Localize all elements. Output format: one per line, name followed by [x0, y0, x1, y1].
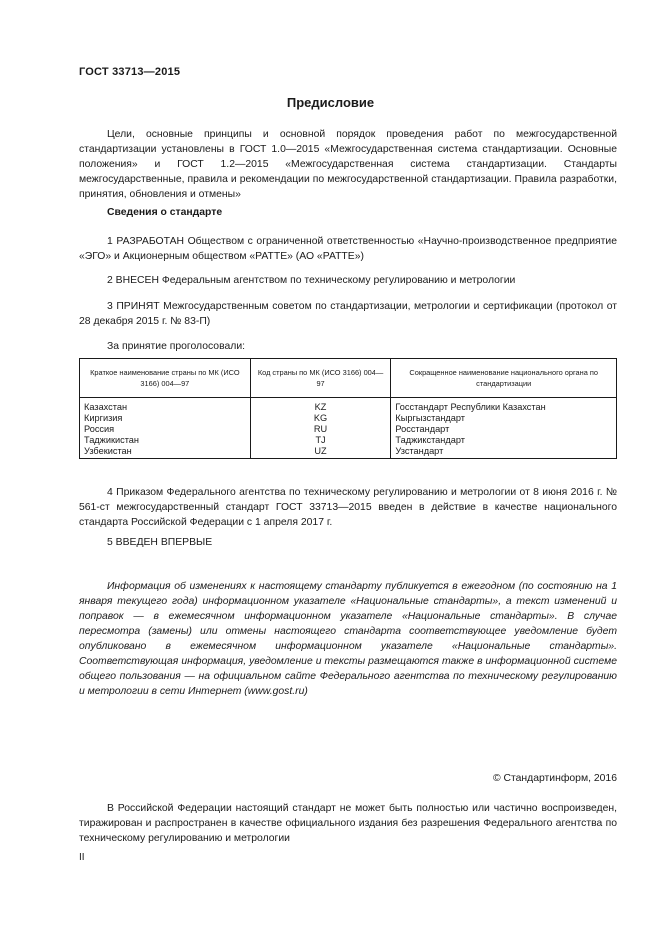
country-code: TJ: [250, 435, 391, 446]
info-heading: Сведения о стандарте: [107, 207, 223, 218]
voted-label: За принятие проголосовали:: [107, 341, 246, 352]
national-body: Узстандарт: [391, 446, 617, 459]
table-row: [80, 398, 617, 414]
table-row: [80, 413, 617, 424]
country-code: RU: [250, 424, 391, 435]
table-row: [80, 446, 617, 459]
changes-notice: Информация об изменениях к настоящему стандарту публикуется в ежегодном (по состоянию на 1 января текущего года) информационном указателе «Национальные стандарты», а текст изменений и поправок — в ежемесячном информационном указателе «Национальные стандарты». В случае пересмотра (замены) или отмены настоящего стандарта соответствующее уведомление будет опубликовано в ежемесячном информационном указателе «Национальные стандарты». Соответствующая информация, уведомление и тексты размещаются также в информационной системе общего пользования — на официальном сайте Федерального агентства по техническому регулированию и метрологии в сети Интернет (www.gost.ru): [79, 581, 617, 697]
country-name: Россия: [80, 424, 251, 435]
table-row: [80, 435, 617, 446]
item-2-submitted: 2 ВНЕСЕН Федеральным агентством по техническому регулированию и метрологии: [107, 275, 516, 286]
country-code: KG: [250, 413, 391, 424]
item-3-adopted: 3 ПРИНЯТ Межгосударственным советом по стандартизации, метрологии и сертификации (протокол от 28 декабря 2015 г. № 83-П): [79, 301, 617, 327]
national-body: Госстандарт Республики Казахстан: [391, 398, 617, 414]
rights-notice: В Российской Федерации настоящий стандарт не может быть полностью или частично воспроизведен, тиражирован и распространен в качестве официального издания без разрешения Федерального агентства по техническому регулированию и метрологии: [79, 803, 617, 844]
national-body: Кыргызстандарт: [391, 413, 617, 424]
intro-paragraph: Цели, основные принципы и основной порядок проведения работ по межгосударственной стандартизации установлены в ГОСТ 1.0—2015 «Межгосударственная система стандартизации. Основные положения» и ГОСТ 1.2—2015 «Межгосударственная система стандартизации. Стандарты межгосударственные, правила и рекомендации по межгосударственной стандартизации. Правила разработки, принятия, обновления и отмены»: [79, 129, 617, 200]
country-name: Казахстан: [80, 398, 251, 414]
voting-table: [79, 358, 617, 459]
document-id: ГОСТ 33713—2015: [79, 66, 181, 78]
national-body: Росстандарт: [391, 424, 617, 435]
country-code: KZ: [250, 398, 391, 414]
country-name: Узбекистан: [80, 446, 251, 459]
country-code: UZ: [250, 446, 391, 459]
page-number: II: [79, 852, 85, 863]
table-header-row: [80, 359, 617, 398]
header-country-name: Краткое наименование страны по МК (ИСО 3166) 004—97: [80, 359, 251, 398]
item-4-enacted: 4 Приказом Федерального агентства по техническому регулированию и метрологии от 8 июня 2016 г. № 561-ст межгосударственный стандарт ГОСТ 33713—2015 введен в действие в качестве национального стандарта Российской Федерации с 1 апреля 2017 г.: [79, 487, 617, 528]
header-country-code: Код страны по МК (ИСО 3166) 004—97: [250, 359, 391, 398]
table-row: [80, 424, 617, 435]
country-name: Таджикистан: [80, 435, 251, 446]
header-national-body: Сокращенное наименование национального органа по стандартизации: [391, 359, 617, 398]
item-5-introduced: 5 ВВЕДЕН ВПЕРВЫЕ: [107, 537, 213, 548]
item-1-developed: 1 РАЗРАБОТАН Обществом с ограниченной ответственностью «Научно-производственное предприятие «ЭГО» и Акционерным обществом «РАТТЕ» (АО «РАТТЕ»): [79, 236, 617, 262]
national-body: Таджикстандарт: [391, 435, 617, 446]
copyright: © Стандартинформ, 2016: [492, 773, 617, 784]
page-title: Предисловие: [286, 95, 375, 110]
country-name: Киргизия: [80, 413, 251, 424]
